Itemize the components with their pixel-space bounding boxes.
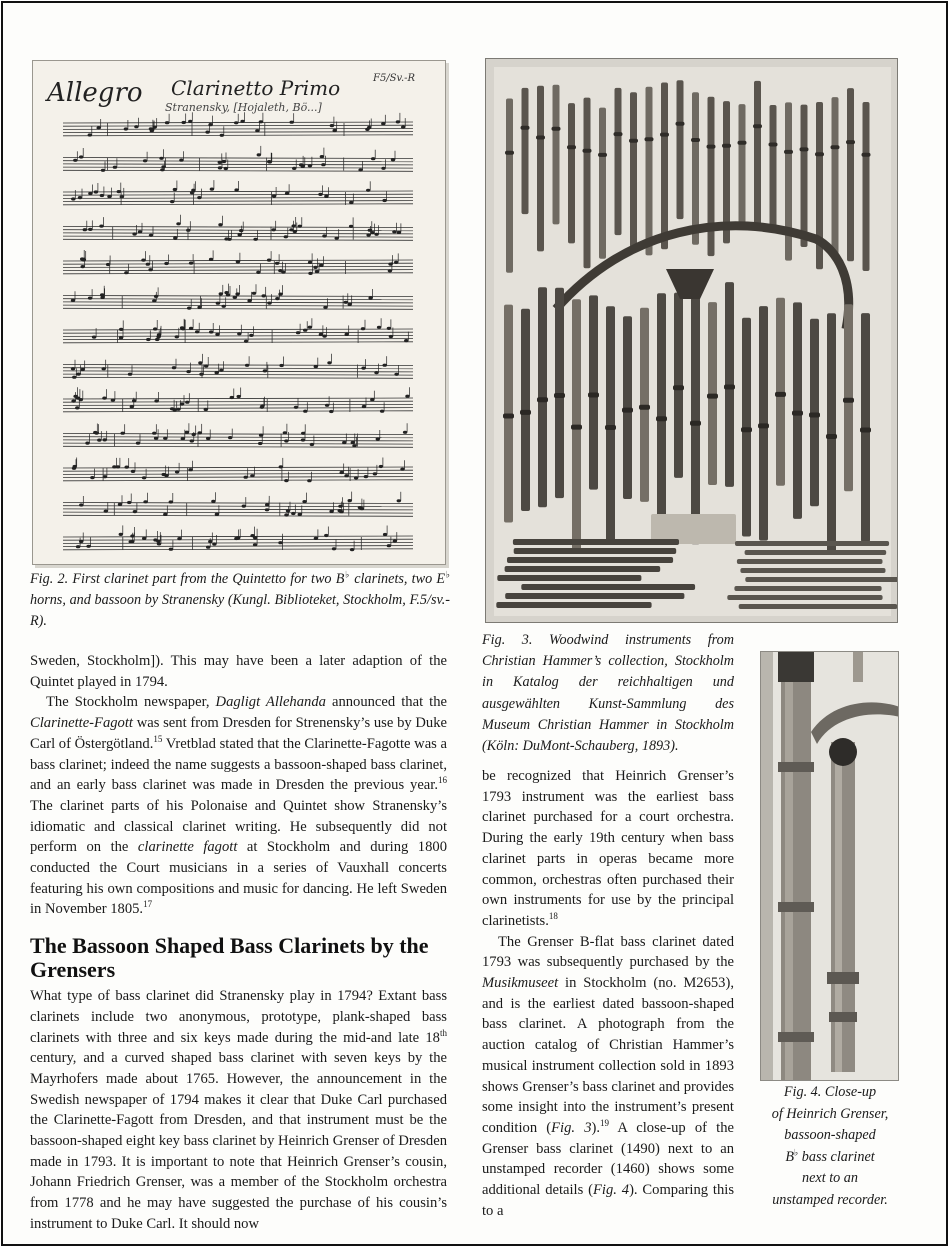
manuscript-tempo: Allegro [47,78,143,108]
left-column-text [30,651,447,1235]
middle-column-text [482,766,734,1221]
figure-2-caption: Fig. 2. First clarinet part from the Quintetto for two B♭ clarinets, two E♭ horns, and bassoon by Stranensky (Kungl. Biblioteket, Stockholm, F.5/sv.-R). [30,569,450,629]
manuscript-title: Clarinetto Primo [171,76,341,100]
figure-3-caption: Fig. 3. Woodwind instruments from Christian Hammer’s collection, Stockholm in Katalog der reichhaltigen und ausgewählten Kunst-Sammlung des Museum Christian Hammer in Stockholm (Köln: DuMont-Schauberg, 1893). [482,632,734,755]
figure-4-caption: Fig. 4. Close-up of Heinrich Grenser, bassoon-shaped B♭ bass clarinet next to an unstamped recorder. [771,1084,889,1208]
paragraph: The Stockholm newspaper, Dagligt Allehanda announced that the Clarinette-Fagott was sent from Dresden for Strenensky’s use by Duke Carl of Östergötland.$^{15}$ Vretblad stated that the Clarinette-Fagotte was a bass clarinet; indeed the name suggests a bassoon-shaped bass clarinet, and an early bass clarinet was made in Dresden the previous year.$^{16}$ The clarinet parts of his Polonaise and Quintet show Stranensky’s idiomatic and classical clarinet writing. He subsequently did not perform on the clarinette fagott at Stockholm and during 1800 conducted the Court musicians in a series of Vauxhall concerts featuring his own compositions and music for dancing. He left Sweden in November 1805.17 [30,694,447,918]
paragraph: The Grenser B-flat bass clarinet dated 1793 was subsequently purchased by the Musikmuseet in Stockholm (no. M2653), and is the earliest dated bassoon-shaped bass clarinet. A photograph from the auction catalog of Christian Hammer’s musical instrument collection sold in 1893 shows Grenser’s bass clarinet and provides some insight into the instrument’s present condition (Fig. 3).$^{19}$ A close-up of the Grenser bass clarinet (1490) next to an unstamped recorder (1460) shows some additional details (Fig. 4). Comparing this to a [482,933,734,1219]
manuscript-subtitle: Stranensky, [Hojaleth, Bö...] [165,101,322,114]
figure-4-closeup-photo [760,651,899,1081]
manuscript-shelfmark: F5/Sv.-R [373,73,416,84]
figure-3-instruments-photo [485,58,898,623]
music-staves [63,112,413,551]
figure-2-manuscript-image [32,60,446,565]
paragraph: What type of bass clarinet did Stranensky play in 1794? Extant bass clarinets include two anonymous, prototype, plank-shaped bass clarinets with three and six keys made during the mid-and late 18th century, and a curved shaped bass clarinet with seven keys by the Mayrhofers made about 1765. However, the announcement in the Swedish newspaper of 1794 makes it clear that Duke Carl purchased the Clarinette-Fagott from Dresden, and that instrument must be the bassoon-shaped eight key bass clarinet by Heinrich Grenser of Dresden made in 1793. It is important to note that Heinrich Grenser’s cousin, Johann Friedrich Grenser, was a member of the Stockholm orchestra from 1778 and he may have suggested the purchase of his cousin’s instrument to Duke Carl. It should now [30,988,448,1232]
paragraph: be recognized that Heinrich Grenser’s 1793 instrument was the earliest bass clarinet purchased for a court orchestra. During the early 19th century when bass clarinet parts in operas became more common, orchestras often purchased their own instruments for use by the principal clarinetists.$^{18}$ [482,768,734,929]
section-heading: The Bassoon Shaped Bass Clarinets by the Grensers [30,933,429,982]
paragraph: Sweden, Stockholm]). This may have been a later adaption of the Quintet played in 1794. [30,653,447,690]
